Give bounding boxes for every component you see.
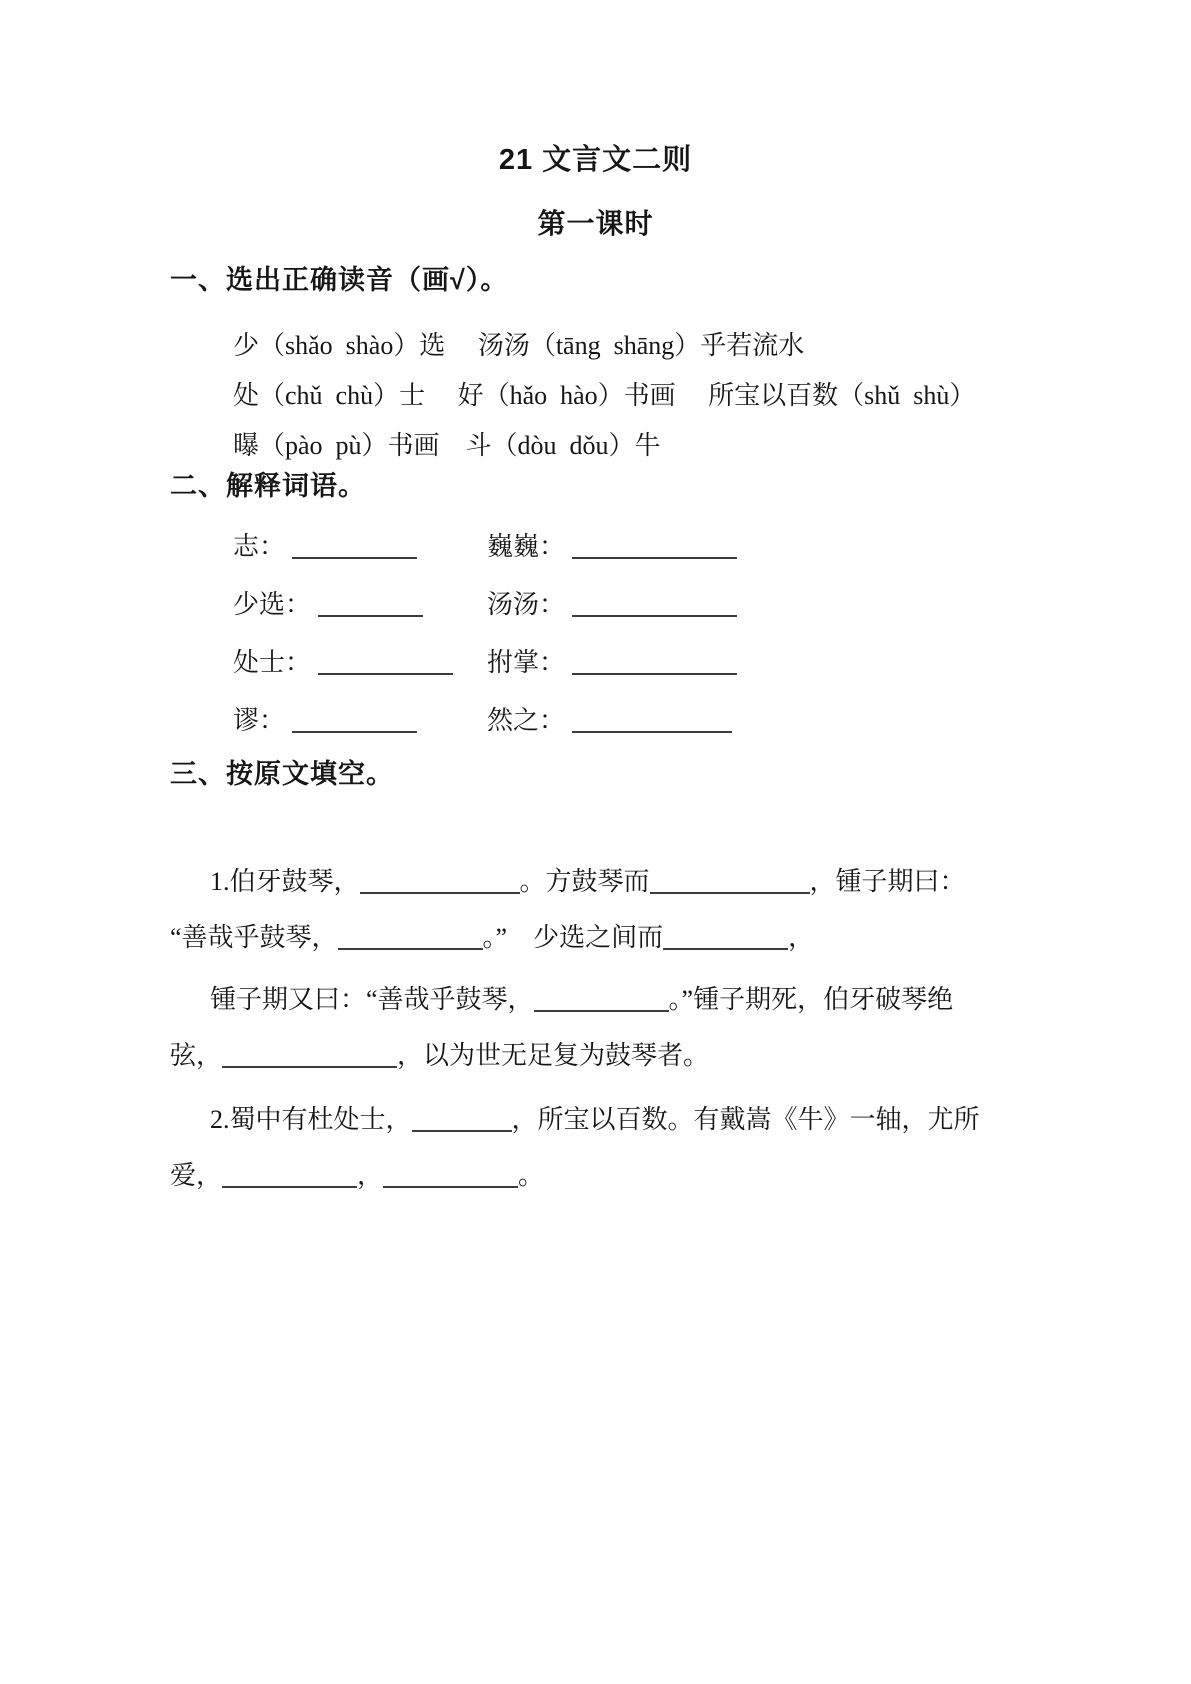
text-run: ，以为世无足复为鼓琴者。 (397, 1041, 710, 1070)
text-run: 。 (518, 1161, 545, 1190)
section-fill-in (170, 759, 1021, 1204)
answer-blank (292, 711, 417, 733)
fill-line (170, 1092, 1021, 1148)
section-definitions-heading: 二、解释词语。 (170, 471, 366, 501)
text-run: 。方鼓琴而 (519, 867, 650, 896)
text-run: ， (788, 923, 815, 952)
text-run: ，所宝以百数。有戴嵩《牛》一轴，尤所 (511, 1105, 980, 1134)
text-run: 爱， (170, 1161, 223, 1190)
pronunciation-line: 曝（pào pù）书画 斗（dòu dǒu）牛 (233, 431, 661, 460)
answer-blank (292, 537, 417, 559)
definition-term: 巍巍： (487, 532, 566, 561)
fill-line (170, 910, 1021, 966)
answer-blank (222, 1166, 357, 1188)
pronunciation-line: 少（shǎo shào）选 汤汤（tāng shāng）乎若流水 (233, 331, 805, 360)
fill-paragraph-lines (170, 854, 1021, 1204)
fill-line (170, 1028, 1021, 1084)
answer-blank (318, 653, 453, 675)
definition-term: 处士： (233, 648, 312, 677)
answer-blank (222, 1046, 397, 1068)
definition-term: 少选： (233, 590, 312, 619)
section-fill-in-heading: 三、按原文填空。 (170, 759, 394, 789)
fill-line (170, 1148, 1021, 1204)
page-title: 21 文言文二则 (498, 144, 693, 176)
pronunciation-line: 处（chǔ chù）士 好（hǎo hào）书画 所宝以百数（shǔ shù） (233, 381, 976, 410)
answer-blank (360, 872, 520, 894)
definition-term: 志： (233, 532, 286, 561)
definition-item (487, 705, 927, 737)
definition-term: 汤汤： (487, 590, 566, 619)
text-run: 2.蜀中有杜处士， (210, 1105, 412, 1134)
definition-term: 拊掌： (487, 648, 566, 677)
text-run: ， (357, 1161, 384, 1190)
fill-line (170, 854, 1021, 910)
definition-term: 然之： (487, 706, 566, 735)
answer-blank (318, 595, 423, 617)
definition-term: 谬： (233, 706, 286, 735)
definition-item (487, 589, 927, 621)
answer-blank (338, 928, 483, 950)
text-run: 锺子期又曰：“善哉乎鼓琴， (210, 985, 534, 1014)
answer-blank (572, 595, 737, 617)
text-run: ，锺子期曰： (809, 867, 966, 896)
definition-item (233, 647, 487, 679)
answer-blank (572, 537, 737, 559)
lesson-subtitle: 第一课时 (537, 208, 654, 239)
fill-line (170, 972, 1021, 1028)
text-run: “善哉乎鼓琴， (170, 923, 338, 952)
text-run: 。” 少选之间而 (482, 923, 664, 952)
pronunciation-lines (233, 321, 1021, 471)
definition-item (233, 705, 487, 737)
answer-blank (663, 928, 788, 950)
section-definitions (170, 471, 1021, 737)
definition-item (487, 647, 927, 679)
answer-blank (572, 653, 737, 675)
text-run: 弦， (170, 1041, 223, 1070)
answer-blank (534, 990, 669, 1012)
definition-grid (233, 531, 1021, 737)
section-pronunciation-heading: 一、选出正确读音（画√）。 (170, 265, 509, 295)
answer-blank (383, 1166, 518, 1188)
answer-blank (650, 872, 810, 894)
definition-item (487, 531, 927, 563)
answer-blank (412, 1110, 512, 1132)
definition-item (233, 531, 487, 563)
definition-item (233, 589, 487, 621)
text-run: 。”锺子期死，伯牙破琴绝 (668, 985, 954, 1014)
section-pronunciation (170, 265, 1021, 471)
answer-blank (572, 711, 732, 733)
text-run: 1.伯牙鼓琴， (210, 867, 360, 896)
